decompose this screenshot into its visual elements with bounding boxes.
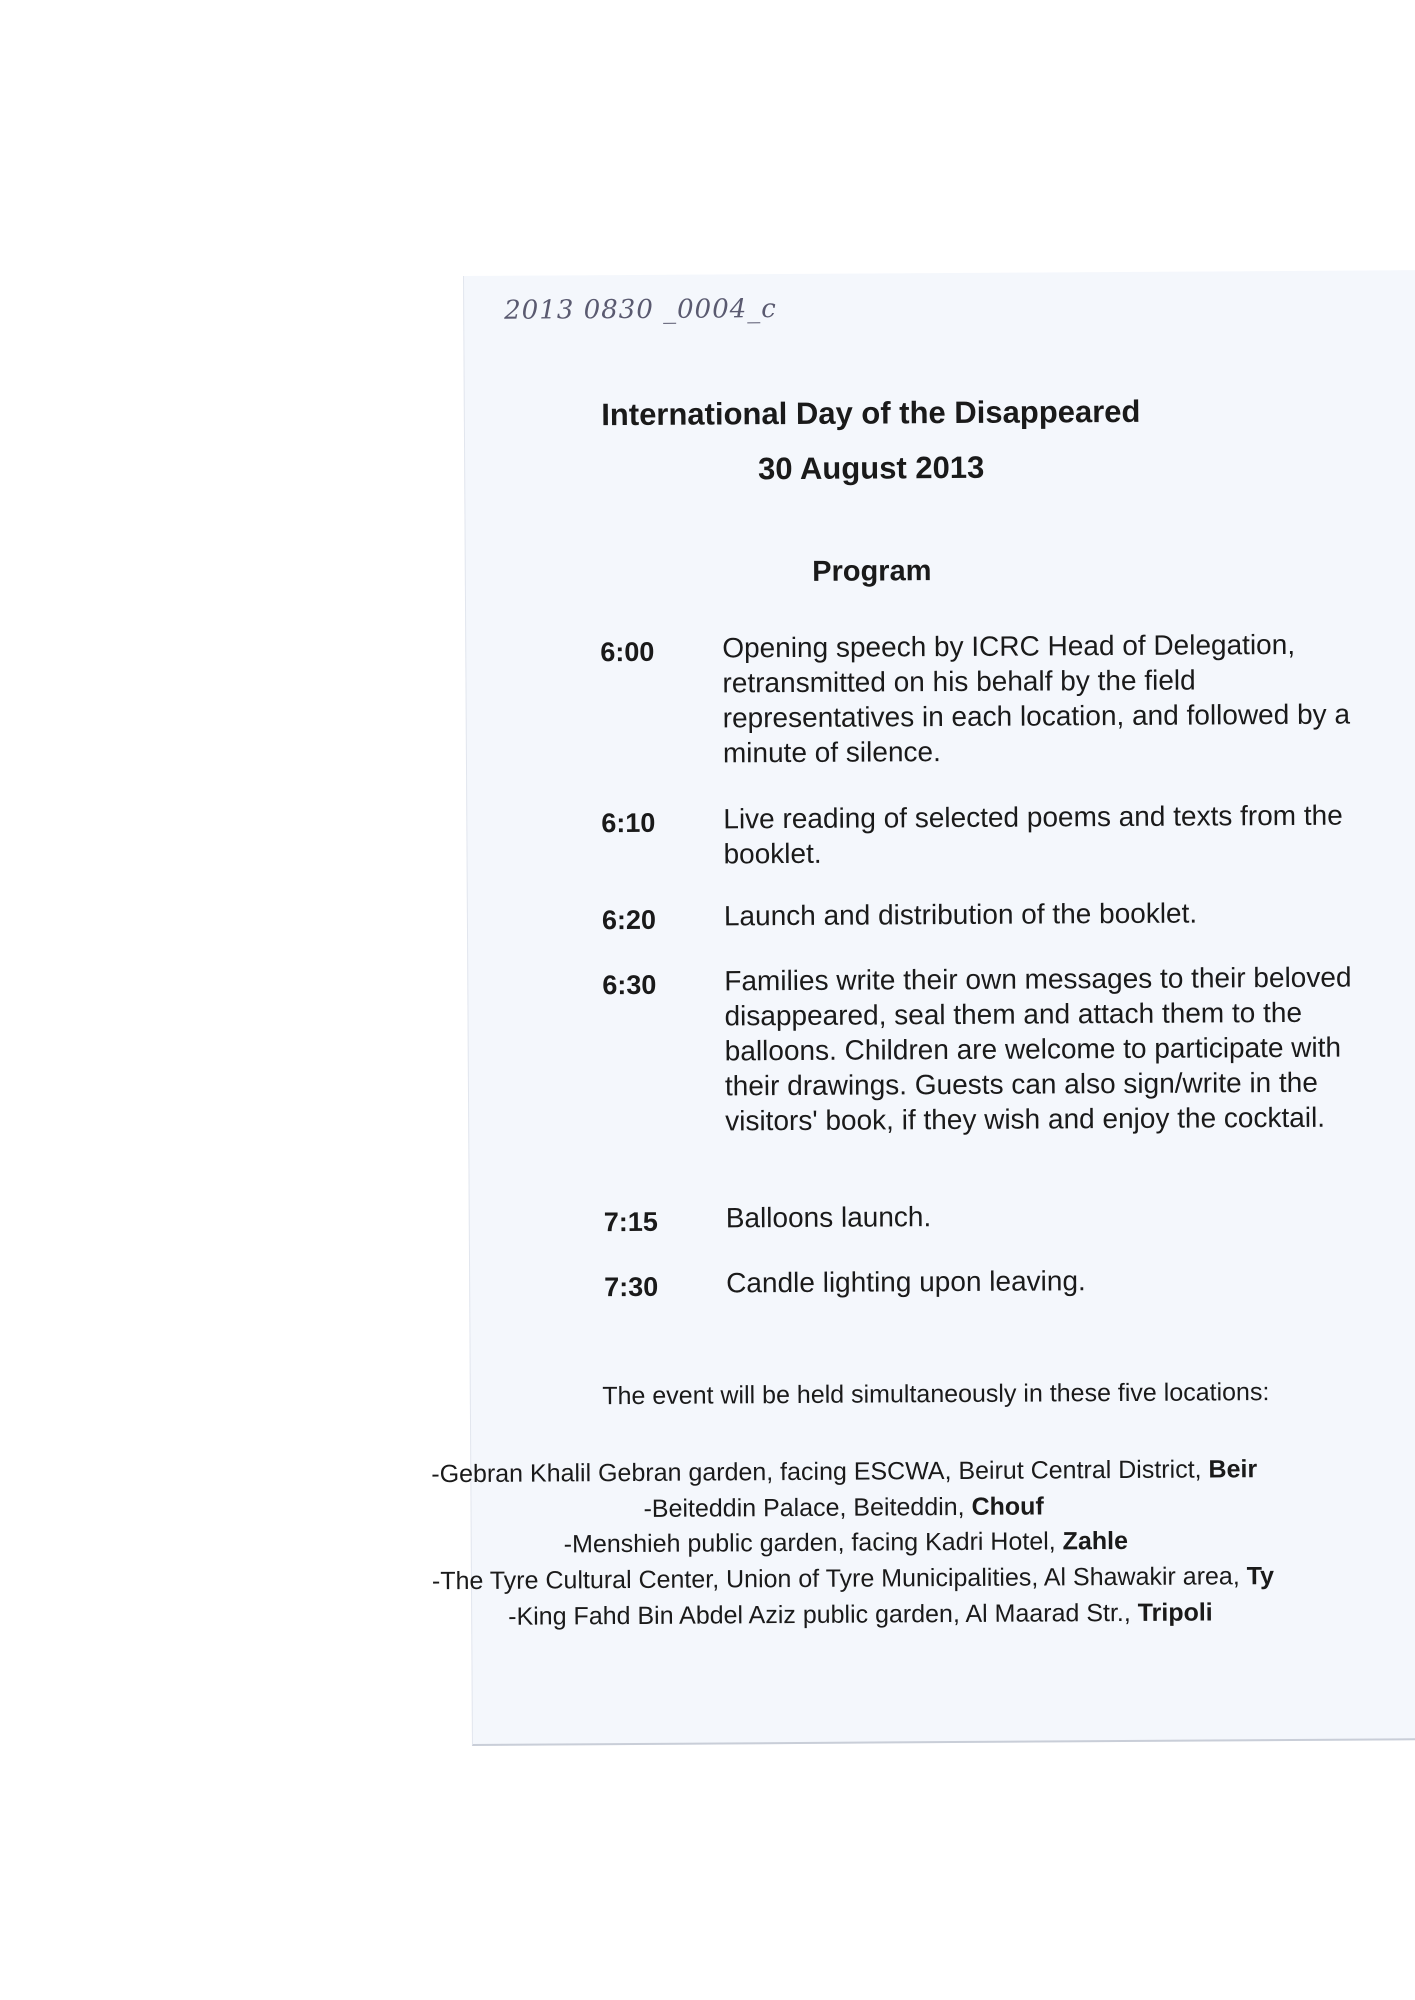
location-place: -The Tyre Cultural Center, Union of Tyre Municipalities, Al Shawakir area, xyxy=(431,1562,1247,1596)
schedule-time: 6:10 xyxy=(601,807,656,839)
schedule-time: 6:00 xyxy=(600,636,655,668)
handwritten-reference: 2013 0830 _0004_c xyxy=(504,294,777,326)
document-date: 30 August 2013 xyxy=(757,449,985,487)
schedule-text: Live reading of selected poems and texts from the booklet. xyxy=(723,799,1343,870)
location-city: Zahle xyxy=(1062,1526,1129,1556)
schedule-item xyxy=(604,1262,1276,1303)
schedule-text: Opening speech by ICRC Head of Delegation, retransmitted on his behalf by the field representatives in each location, and followed by a minute of silence. xyxy=(722,628,1351,769)
location-city: Chouf xyxy=(971,1492,1044,1521)
schedule-time: 6:30 xyxy=(602,969,657,1001)
schedule-time: 6:20 xyxy=(601,904,657,936)
location-place: -King Fahd Bin Abdel Aziz public garden, Al Maarad Str., xyxy=(508,1598,1138,1631)
location-line xyxy=(508,1598,1213,1631)
schedule-text: Launch and distribution of the booklet. xyxy=(723,897,1198,932)
schedule-time: 7:30 xyxy=(604,1271,659,1303)
schedule-item xyxy=(603,1197,1276,1238)
schedule-text: Balloons launch. xyxy=(725,1201,932,1234)
schedule-text: Families write their own messages to their beloved disappeared, seal them and attach them to the balloons. Children are welcome to participate with their drawings. Guests can also sign/write in the visitors' book, if they wish and enjoy the cocktail. xyxy=(724,961,1352,1137)
location-city: Tripoli xyxy=(1137,1598,1213,1627)
location-place: -Beiteddin Palace, Beiteddin, xyxy=(643,1492,972,1523)
location-line xyxy=(432,1562,1274,1596)
location-city: Ty xyxy=(1246,1562,1275,1591)
schedule-item xyxy=(602,960,1352,1137)
schedule-item xyxy=(600,627,1351,769)
location-place: -Gebran Khalil Gebran garden, facing ESCWA, Beirut Central District, xyxy=(431,1455,1209,1489)
location-city: Beir xyxy=(1208,1455,1258,1484)
schedule-item xyxy=(601,895,1274,936)
schedule-item xyxy=(601,798,1343,870)
document-page xyxy=(431,270,1415,1746)
program-heading: Program xyxy=(812,555,932,588)
location-line xyxy=(431,1455,1257,1489)
location-line xyxy=(643,1492,1043,1523)
schedule-time: 7:15 xyxy=(603,1206,658,1238)
schedule-text: Candle lighting upon leaving. xyxy=(726,1265,1086,1299)
location-line xyxy=(564,1527,1128,1559)
document-title: International Day of the Disappeared xyxy=(601,393,1141,433)
locations-note: The event will be held simultaneously in these five locations: xyxy=(602,1378,1270,1411)
location-place: -Menshieh public garden, facing Kadri Hotel, xyxy=(563,1527,1063,1559)
